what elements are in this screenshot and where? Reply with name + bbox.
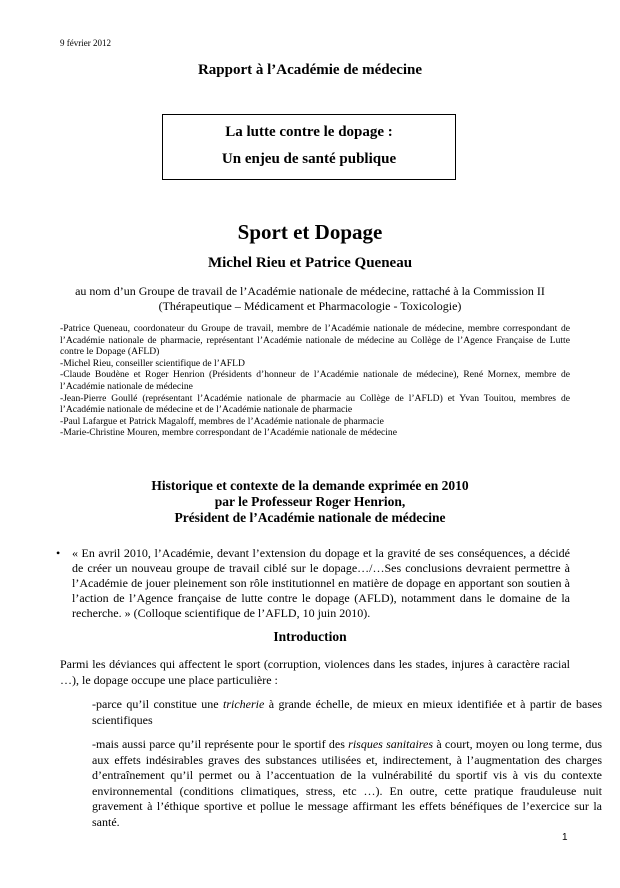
history-heading-line2: par le Professeur Roger Henrion,: [214, 494, 406, 509]
member-entry: -Claude Boudène et Roger Henrion (Présidents d’honneur de l’Académie nationale de médecine), René Mornex, membre de l’Académie nationale de médecine: [60, 369, 570, 392]
member-entry: -Jean-Pierre Goullé (représentant l’Académie nationale de pharmacie au Collège de l’AFLD) et Yvan Touitou, membres de l’Académie nationale de médecine et de l’Académie nationale de pharmacie: [60, 392, 570, 416]
affiliation-line2: (Thérapeutique – Médicament et Pharmacologie - Toxicologie): [158, 299, 462, 313]
intro-paragraph-3: [60, 737, 602, 831]
affiliation-line1: au nom d’un Groupe de travail de l’Académie nationale de médecine, rattaché à la Commission II: [75, 284, 545, 298]
page-number: 1: [562, 832, 568, 843]
member-entry: -Patrice Queneau, coordonateur du Groupe de travail, membre de l’Académie nationale de médecine, membre correspondant de l’Académie nationale de pharmacie, représentant l’Académie nationale de médecine au Collège de l’Agence Française de Lutte contre le Dopage (AFLD): [60, 323, 570, 358]
intro-paragraph-2: [60, 697, 602, 728]
members-list: [60, 323, 570, 439]
intro-heading: Introduction: [273, 629, 347, 644]
intro-p3-emphasis: risques sanitaires: [348, 737, 434, 751]
authors: Michel Rieu et Patrice Queneau: [207, 255, 413, 271]
intro-p2-text-b: à grande échelle, de mieux en mieux identifiée et à partir de bases scientifiques: [92, 697, 602, 727]
report-title: Rapport à l’Académie de médecine: [197, 62, 423, 78]
bullet-icon: •: [56, 546, 61, 560]
member-entry: -Michel Rieu, conseiller scientifique de l’AFLD: [60, 357, 245, 369]
member-entry: -Marie-Christine Mouren, membre correspondant de l’Académie nationale de médecine: [60, 427, 397, 439]
document-date: 9 février 2012: [60, 38, 111, 48]
history-heading-line1: Historique et contexte de la demande exprimée en 2010: [151, 478, 469, 493]
title-box-line1: La lutte contre le dopage :: [225, 124, 393, 140]
history-quote: [56, 546, 570, 621]
title-box-line2: Un enjeu de santé publique: [221, 151, 397, 167]
intro-paragraph-1: Parmi les déviances qui affectent le sport (corruption, violences dans les stades, injures à caractère racial …), le dopage occupe une place particulière :: [60, 657, 570, 687]
intro-p3-text-b: à court, moyen ou long terme, dus aux effets indésirables graves des substances utilisées et, indirectement, à l’augmentation des charges d’entraînement qu’il permet ou à l’accentuation de la vulnérabilité du sportif vis à vis du contexte environnemental (conditions climatiques, stress, etc …). En outre, cette pratique frauduleuse nuit gravement à l’éthique sportive et pollue le message affirmant les effets bénéfiques de l’exercice sur la santé.: [92, 737, 603, 829]
affiliation: [60, 284, 560, 314]
title-box: [162, 114, 456, 180]
member-entry: -Paul Lafargue et Patrick Magaloff, membres de l’Académie nationale de pharmacie: [60, 415, 384, 427]
history-heading-line3: Président de l’Académie nationale de médecine: [174, 510, 446, 525]
history-quote-text: « En avril 2010, l’Académie, devant l’extension du dopage et la gravité de ses conséquences, a décidé de créer un nouveau groupe de travail ciblé sur le dopage…/…Ses conclusions devraient permettre à l’Académie de jouer pleinement son rôle institutionnel en matière de dopage en apportant son soutien à l’action de l’Agence française de lutte contre le dopage (AFLD), notamment dans le domaine de la recherche. » (Colloque scientifique de l’AFLD, 10 juin 2010).: [72, 546, 570, 620]
intro-p2-text-a: -parce qu’il constitue une: [92, 697, 223, 711]
main-title: Sport et Dopage: [237, 220, 383, 244]
intro-p3-text-a: -mais aussi parce qu’il représente pour le sportif des: [92, 737, 349, 751]
intro-p2-emphasis: tricherie: [222, 697, 265, 711]
history-heading: [0, 478, 620, 526]
